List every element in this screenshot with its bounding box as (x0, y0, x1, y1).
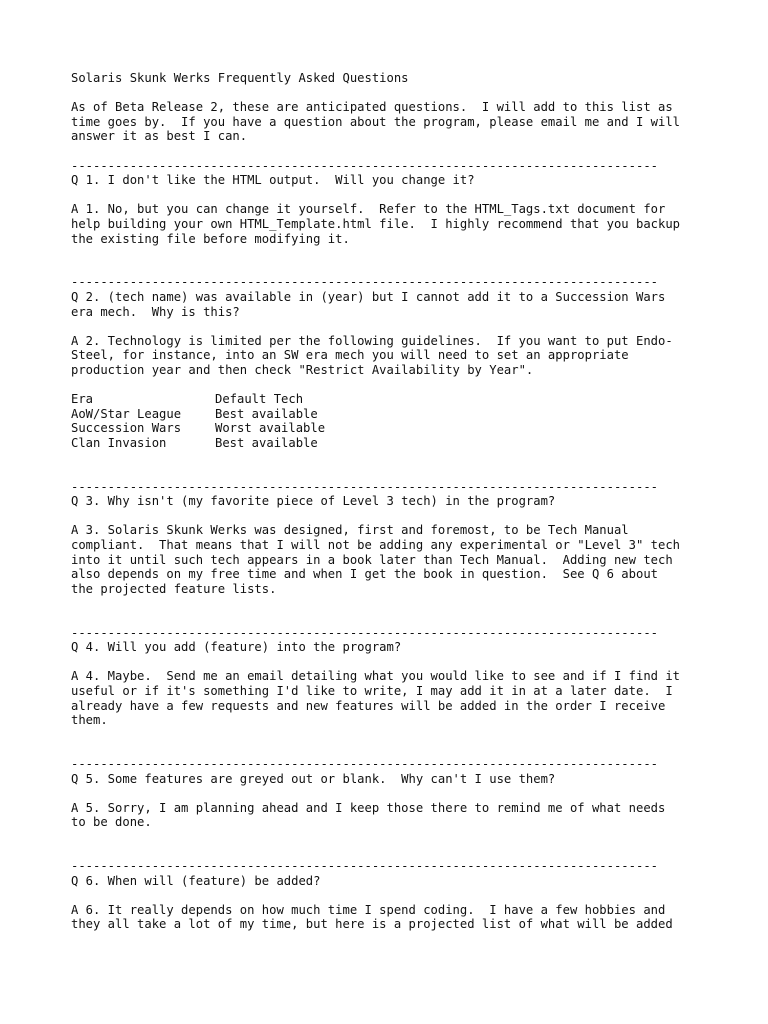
era-header: Era (71, 392, 94, 407)
intro-line: As of Beta Release 2, these are anticipated questions. I will add to this list as (71, 100, 673, 115)
era-table-row (71, 421, 731, 436)
question-1: Q 1. I don't like the HTML output. Will you change it? (71, 173, 475, 188)
faq-document (71, 71, 731, 932)
era-tech-table (71, 392, 731, 450)
blank-line (71, 888, 731, 903)
blank-line (71, 830, 731, 845)
answer-4-line: already have a few requests and new features will be added in the order I receive (71, 698, 666, 713)
question-2-line: era mech. Why is this? (71, 304, 240, 319)
era-cell: AoW/Star League (71, 406, 182, 421)
tech-cell: Best available (215, 435, 318, 450)
blank-line (71, 728, 731, 743)
answer-6-line: A 6. It really depends on how much time I spend coding. I have a few hobbies and (71, 902, 666, 917)
answer-3-line: A 3. Solaris Skunk Werks was designed, first and foremost, to be Tech Manual (71, 523, 629, 538)
blank-line (71, 596, 731, 611)
era-table-row (71, 407, 731, 422)
answer-5-line: to be done. (71, 815, 152, 830)
answer-3-line: also depends on my free time and when I get the book in question. See Q 6 about (71, 567, 658, 582)
tech-cell: Best available (215, 406, 318, 421)
blank-line (71, 509, 731, 524)
blank-line (71, 319, 731, 334)
answer-4-line: them. (71, 713, 108, 728)
answer-1-line: help building your own HTML_Template.html file. I highly recommend that you backup (71, 216, 681, 231)
blank-line (71, 465, 731, 480)
blank-line (71, 144, 731, 159)
answer-3-line: compliant. That means that I will not be adding any experimental or "Level 3" tech (71, 538, 681, 552)
blank-line (71, 450, 731, 465)
separator-line: -------------------------------------------------------------------------------- (71, 275, 658, 290)
blank-line (71, 742, 731, 757)
question-3: Q 3. Why isn't (my favorite piece of Level 3 tech) in the program? (71, 494, 556, 509)
tech-cell: Worst available (215, 421, 326, 436)
separator-line: -------------------------------------------------------------------------------- (71, 625, 658, 640)
separator-line: -------------------------------------------------------------------------------- (71, 479, 658, 494)
answer-4-line: A 4. Maybe. Send me an email detailing what you would like to see and if I find it (71, 669, 681, 684)
faq-item-2 (71, 275, 731, 479)
blank-line (71, 261, 731, 276)
answer-2-line: A 2. Technology is limited per the following guidelines. If you want to put Endo- (71, 333, 673, 348)
intro-line: answer it as best I can. (71, 129, 248, 144)
faq-item-4 (71, 626, 731, 757)
era-cell: Clan Invasion (71, 435, 167, 450)
answer-3-line: the projected feature lists. (71, 581, 277, 596)
question-6: Q 6. When will (feature) be added? (71, 873, 321, 888)
separator-line: -------------------------------------------------------------------------------- (71, 158, 658, 173)
intro-paragraph (71, 100, 731, 144)
answer-2-line: production year and then check "Restrict Availability by Year". (71, 362, 534, 377)
answer-2-line: Steel, for instance, into an SW era mech you will need to set an appropriate (71, 348, 629, 363)
separator-line: -------------------------------------------------------------------------------- (71, 859, 658, 874)
answer-4-line: useful or if it's something I'd like to write, I may add it in at a later date. I (71, 683, 673, 698)
blank-line (71, 655, 731, 670)
intro-line: time goes by. If you have a question about the program, please email me and I will (71, 114, 681, 129)
answer-1-line: A 1. No, but you can change it yourself. Refer to the HTML_Tags.txt document for (71, 202, 666, 217)
faq-item-1 (71, 159, 731, 276)
blank-line (71, 188, 731, 203)
blank-line (71, 377, 731, 392)
faq-item-6 (71, 859, 731, 932)
era-table-header (71, 392, 731, 407)
answer-1-line: the existing file before modifying it. (71, 231, 350, 246)
question-5: Q 5. Some features are greyed out or blank. Why can't I use them? (71, 771, 556, 786)
blank-line (71, 86, 731, 101)
era-cell: Succession Wars (71, 421, 182, 436)
blank-line (71, 844, 731, 859)
faq-item-5 (71, 757, 731, 859)
era-table-row (71, 436, 731, 451)
question-4: Q 4. Will you add (feature) into the program? (71, 640, 402, 655)
answer-3-line: into it until such tech appears in a book later than Tech Manual. Adding new tech (71, 552, 673, 567)
document-title: Solaris Skunk Werks Frequently Asked Questions (71, 71, 409, 85)
tech-header: Default Tech (215, 392, 304, 407)
question-2-line: Q 2. (tech name) was available in (year) but I cannot add it to a Succession Wars (71, 289, 666, 304)
blank-line (71, 611, 731, 626)
blank-line (71, 246, 731, 261)
answer-5-line: A 5. Sorry, I am planning ahead and I keep those there to remind me of what needs (71, 800, 666, 815)
blank-line (71, 786, 731, 801)
faq-item-3 (71, 480, 731, 626)
answer-6-line: they all take a lot of my time, but here is a projected list of what will be added (71, 917, 673, 932)
separator-line: -------------------------------------------------------------------------------- (71, 756, 658, 771)
